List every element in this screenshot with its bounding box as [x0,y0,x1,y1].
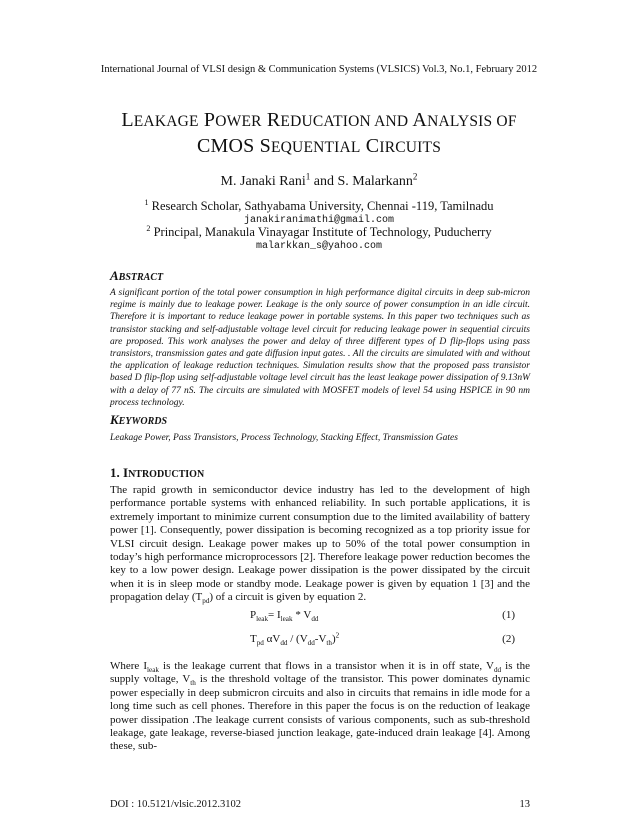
keywords-text: Leakage Power, Pass Transistors, Process Technology, Stacking Effect, Transmission Gates [110,433,458,443]
author-list: M. Janaki Rani$^1$ and S. Malarkann$^2$ [220,171,418,189]
equation-2-number: (2) [502,633,515,645]
paper-title: LEAKAGE POWER REDUCATION AND ANALYSIS OF CMOS SEQUENTIAL CIRCUITS [121,109,517,157]
section-heading-introduction: 1. INTRODUCTION [110,465,205,480]
doi-footer: DOI : 10.5121/vlsic.2012.3102 [110,799,241,810]
journal-header: International Journal of VLSI design & Communication Systems (VLSICS) Vol.3, No.1, February 2012 [100,64,538,75]
abstract-heading: ABSTRACT [110,268,164,283]
affiliation-1: $^1$ Research Scholar, Sathyabama University, Chennai -119, Tamilnadu [144,197,494,213]
equation-2: $T_{pd}$ $\alpha V_{dd} / (V_{dd}-V_{th})^2$ (2) [250,631,515,648]
abstract-text: A significant portion of the total power consumption in high performance digital circuits in deep sub-micron regime is mainly due to leakage power. Leakage is the only source of power consumption in an idle circuit. Therefore it is important to reduce leakage power in portable systems. In this paper two techniques such as transistor stacking and self-adjustable voltage level circuit for reducing leakage power in sequential circuits are proposed. This work analyses the power and delay of three different types of D flip-flops using pass transistors, transmission gates and gate diffusion input gates. . All the circuits are simulated with and without the application of leakage reduction techniques. Simulation results show that the proposed pass transistor based D flip-flop using self-adjustable voltage level circuit has the least leakage power dissipation of 9.13nW with a delay of 77 nS. The circuits are simulated with MOSFET models of level 54 using HSPICE in 90 nm process technology. [110,288,530,408]
intro-paragraph-2: Where $I_{leak}$ is the leakage current that flows in a transistor when it is in off state, $V_{dd}$ is the supply voltage, $V_{th}$ is the threshold voltage of the transistor. This power dominates dynamic power especially in deep submicron circuits and also in circuits that remains in idle mode for a long time such as cell phones. Therefore in this paper the focus is on the reduction of leakage power dissipation .The leakage current consists of various components, such as sub-threshold leakage, gate leakage, reverse-biased junction leakage, gate-induced drain leakage [4]. Among these, sub- [110,660,531,753]
equation-1-number: (1) [502,609,515,621]
author-email-1[interactable]: janakiranimathi@gmail.com [243,215,395,226]
author-email-2[interactable]: malarkkan_s@yahoo.com [255,241,383,252]
equation-1: $P_{leak}= I_{leak} * V_{dd}$ (1) [250,609,515,624]
intro-paragraph-1: The rapid growth in semiconductor device industry has led to the development of high performance portable systems with enhanced reliability. In such portable applications, it is extremely important to minimize current consumption due to the limited availability of battery power [1]. Consequently, power dissipation is becoming recognized as a top priority issue for VLSI circuit design. Leakage power makes up to 50% of the total power consumption in today’s high performance microprocessors [2]. Therefore leakage power reduction becomes the key to a low power design. Leakage power dissipation is the power dissipated by the circuit when it is in sleep mode or standby mode. Leakage power is given by equation 1 [3] and the propagation delay $(T_{pd})$ of a circuit is given by equation 2. [110,484,530,606]
page-number: 13 [519,799,530,810]
affiliation-2: $^2$ Principal, Manakula Vinayagar Institute of Technology, Puducherry [146,223,492,239]
keywords-heading: KEYWORDS [110,412,168,427]
